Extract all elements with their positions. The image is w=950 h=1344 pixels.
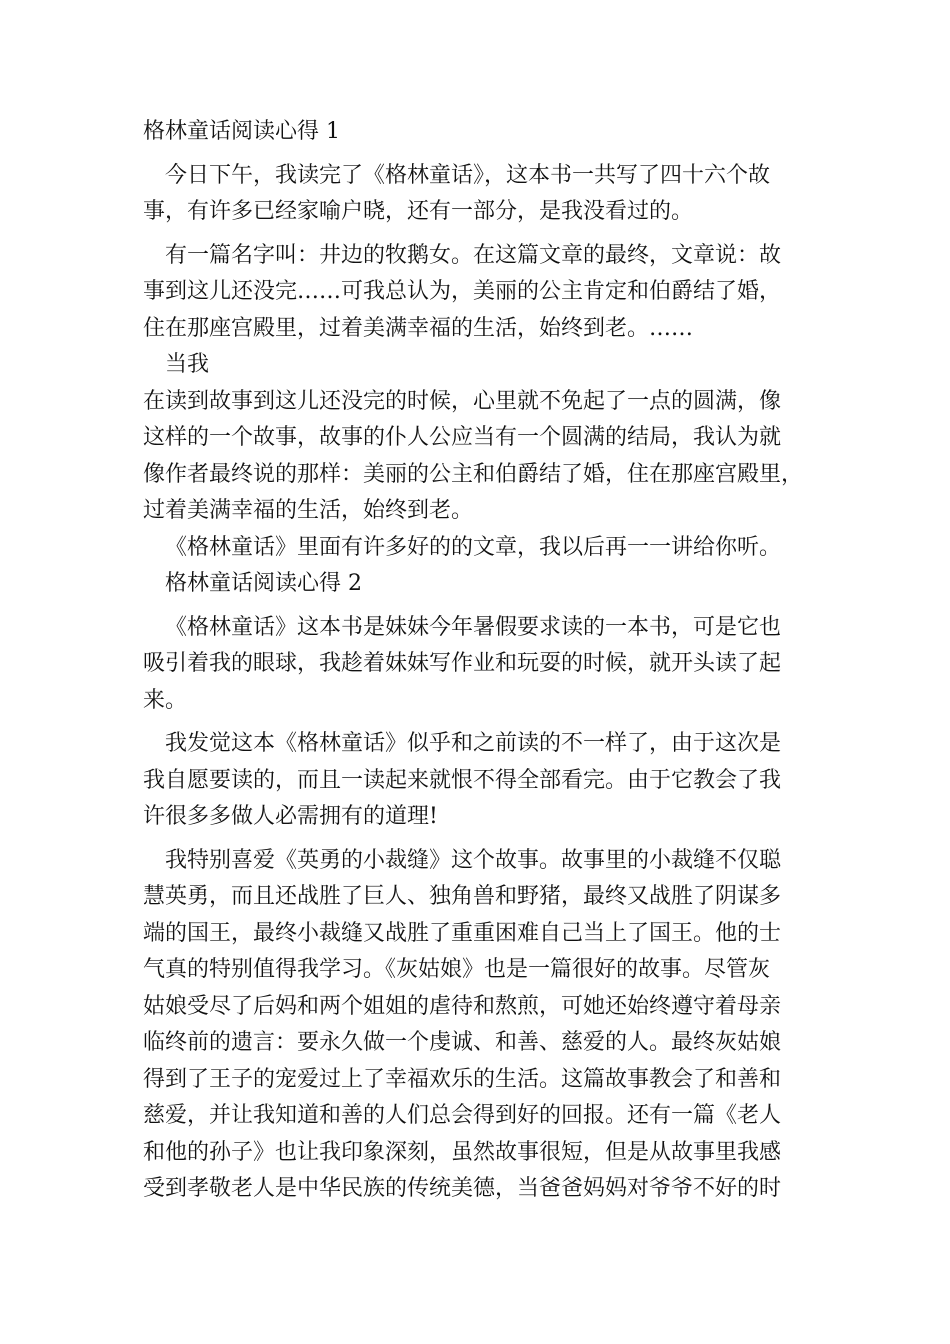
section-2-title: 格林童话阅读心得 2 xyxy=(165,571,362,596)
paragraph-3 xyxy=(143,384,830,530)
text-line: 像作者最终说的那样：美丽的公主和伯爵结了婚，住在那座宫殿里， xyxy=(143,461,804,487)
text-line: 端的国王，最终小裁缝又战胜了重重困难自己当上了国王。他的士 xyxy=(143,920,782,946)
text-line: 我发觉这本《格林童话》似乎和之前读的不一样了，由于这次是 xyxy=(165,731,782,756)
paragraph-6 xyxy=(143,726,830,836)
section-1-title: 格林童话阅读心得 1 xyxy=(143,119,340,144)
text-line: 这样的一个故事，故事的仆人公应当有一个圆满的结局，我认为就 xyxy=(143,425,782,450)
text-line: 慈爱，并让我知道和善的人们总会得到好的回报。还有一篇《老人 xyxy=(143,1103,782,1128)
paragraph-2 xyxy=(143,238,830,348)
text-line: 许很多多做人必需拥有的道理! xyxy=(143,804,438,829)
text-line: 在读到故事到这儿还没完的时候，心里就不免起了一点的圆满，像 xyxy=(143,388,782,414)
text-line: 《格林童话》这本书是妹妹今年暑假要求读的一本书，可是它也 xyxy=(165,614,782,640)
text-line: 过着美满幸福的生活，始终到老。 xyxy=(143,498,474,523)
text-line: 今日下午，我读完了《格林童话》，这本书一共写了四十六个故 xyxy=(165,162,771,188)
text-line: 事到这儿还没完……可我总认为，美丽的公主肯定和伯爵结了婚， xyxy=(143,279,782,304)
text-line: 住在那座宫殿里，过着美满幸福的生活，始终到老。…… xyxy=(143,315,694,341)
text-line: 有一篇名字叫：井边的牧鹅女。在这篇文章的最终，文章说：故 xyxy=(165,242,782,268)
text-line: 来。 xyxy=(143,687,188,713)
text-line: 事，有许多已经家喻户晓，还有一部分，是我没看过的。 xyxy=(143,199,694,224)
text-line: 吸引着我的眼球，我趁着妹妹写作业和玩耍的时候，就开头读了起 xyxy=(143,651,782,676)
text-line: 我自愿要读的，而且一读起来就恨不得全部看完。由于它教会了我 xyxy=(143,767,782,793)
text-line: 气真的特别值得我学习。《灰姑娘》也是一篇很好的故事。尽管灰 xyxy=(143,957,771,982)
text-line: 姑娘受尽了后妈和两个姐姐的虐待和熬煎，可她还始终遵守着母亲 xyxy=(143,993,782,1019)
paragraph-5 xyxy=(143,610,830,720)
paragraph-4: 《格林童话》里面有许多好的的文章，我以后再一一讲给你听。 xyxy=(165,534,782,560)
text-line: 临终前的遗言：要永久做一个虔诚、和善、慈爱的人。最终灰姑娘 xyxy=(143,1030,782,1055)
text-line: 慧英勇，而且还战胜了巨人、独角兽和野猪，最终又战胜了阴谋多 xyxy=(143,884,782,909)
text-line: 受到孝敬老人是中华民族的传统美德，当爸爸妈妈对爷爷不好的时 xyxy=(143,1176,782,1201)
paragraph-1 xyxy=(143,158,830,231)
paragraph-3-lead: 当我 xyxy=(165,352,210,377)
text-line: 我特别喜爱《英勇的小裁缝》这个故事。故事里的小裁缝不仅聪 xyxy=(165,847,782,873)
text-line: 得到了王子的宠爱过上了幸福欢乐的生活。这篇故事教会了和善和 xyxy=(143,1066,782,1092)
text-line: 和他的孙子》也让我印象深刻，虽然故事很短，但是从故事里我感 xyxy=(143,1139,782,1165)
paragraph-7 xyxy=(143,843,830,1208)
